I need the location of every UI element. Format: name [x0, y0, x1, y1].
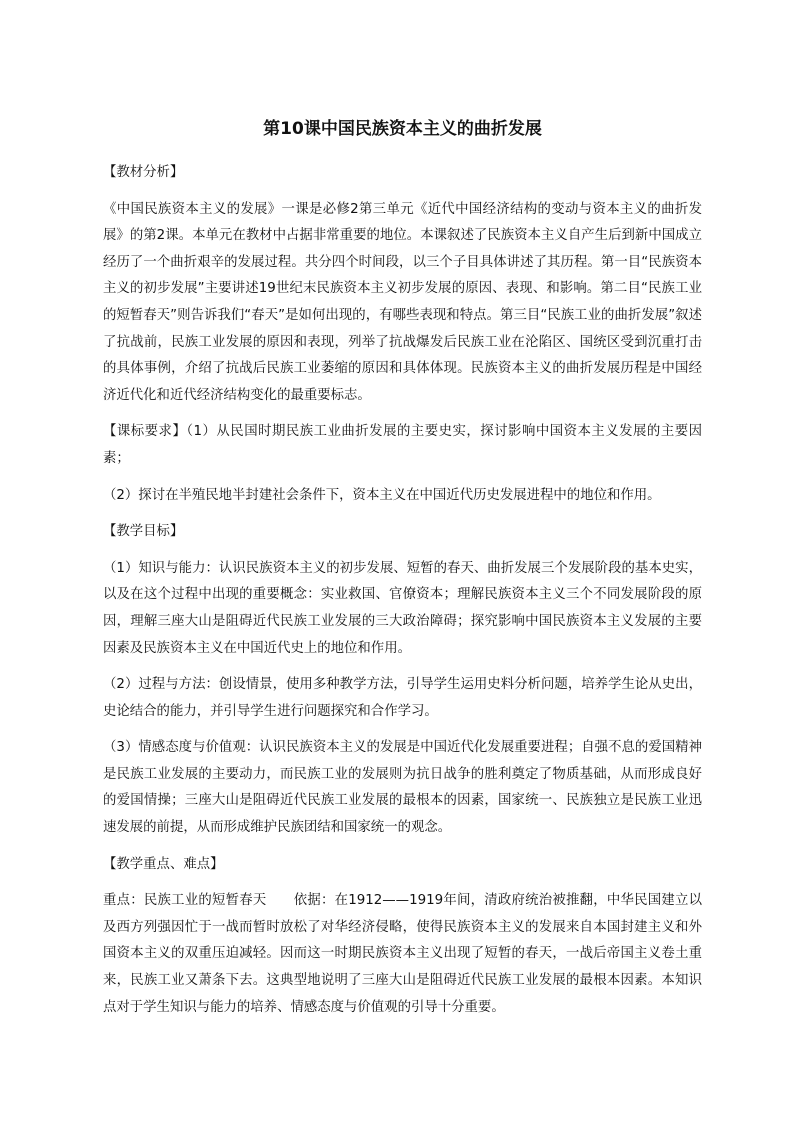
page-title: 第10课中国民族资本主义的曲折发展 — [263, 119, 542, 139]
heading-key-points: 【教学重点、难点】 — [103, 856, 224, 872]
paragraph-material-analysis: 《中国民族资本主义的发展》一课是必修2第三单元《近代中国经济结构的变动与资本主义的曲折发展》的第2课。本单元在教材中占据非常重要的地位。本课叙述了民族资本主义自产生后到新中国成立经历了一个曲折艰辛的发展过程。共分四个时间段，以三个子目具体讲述了其历程。第一目“民族资本主义的初步发展”主要讲述19世纪末民族资本主义初步发展的原因、表现、和影响。第二目“民族工业的短暂春天”则告诉我们“春天”是如何出现的，有哪些表现和特点。第三目“民族工业的曲折发展”叙述了抗战前，民族工业发展的原因和表现，列举了抗战爆发后民族工业在沦陷区、国统区受到沉重打击的具体事例，介绍了抗战后民族工业萎缩的原因和具体体现。民族资本主义的曲折发展历程是中国经济近代化和近代经济结构变化的最重要标志。 — [103, 201, 702, 403]
heading-material-analysis: 【教材分析】 — [103, 165, 184, 180]
paragraph-curriculum-requirement-2: （2）探讨在半殖民地半封建社会条件下，资本主义在中国近代历史发展进程中的地位和作用。 — [103, 487, 661, 503]
heading-teaching-goals: 【教学目标】 — [103, 524, 184, 540]
paragraph-key-point: 重点：民族工业的短暂春天 依据：在1912——1919年间，清政府统治被推翻，中华民国建立以及西方列强因忙于一战而暂时放松了对华经济侵略，使得民族资本主义的发展来自本国封建主义和外国资本主义的双重压迫减轻。因而这一时期民族资本主义出现了短暂的春天，一战后帝国主义卷土重来，民族工业又萧条下去。这典型地说明了三座大山是阻碍近代民族工业发展的最根本因素。本知识点对于学生知识与能力的培养、情感态度与价值观的引导十分重要。 — [103, 893, 702, 1015]
paragraph-curriculum-requirement-1: 【课标要求】（1）从民国时期民族工业曲折发展的主要史实，探讨影响中国资本主义发展的主要因素； — [103, 424, 702, 466]
paragraph-goal-process: （2）过程与方法：创设情景，使用多种教学方法，引导学生运用史料分析问题，培养学生论从史出，史论结合的能力，并引导学生进行问题探究和合作学习。 — [103, 677, 702, 719]
paragraph-goal-knowledge: （1）知识与能力：认识民族资本主义的初步发展、短暂的春天、曲折发展三个发展阶段的基本史实，以及在这个过程中出现的重要概念：实业救国、官僚资本；理解民族资本主义三个不同发展阶段的原因，理解三座大山是阻碍近代民族工业发展的三大政治障碍；探究影响中国民族资本主义发展的主要因素及民族资本主义在中国近代史上的地位和作用。 — [103, 560, 702, 656]
paragraph-goal-emotion: （3）情感态度与价值观：认识民族资本主义的发展是中国近代化发展重要进程；自强不息的爱国精神是民族工业发展的主要动力，而民族工业的发展则为抗日战争的胜利奠定了物质基础，从而形成良好的爱国情操；三座大山是阻碍近代民族工业发展的最根本的因素，国家统一、民族独立是民族工业迅速发展的前提，从而形成维护民族团结和国家统一的观念。 — [103, 740, 702, 836]
